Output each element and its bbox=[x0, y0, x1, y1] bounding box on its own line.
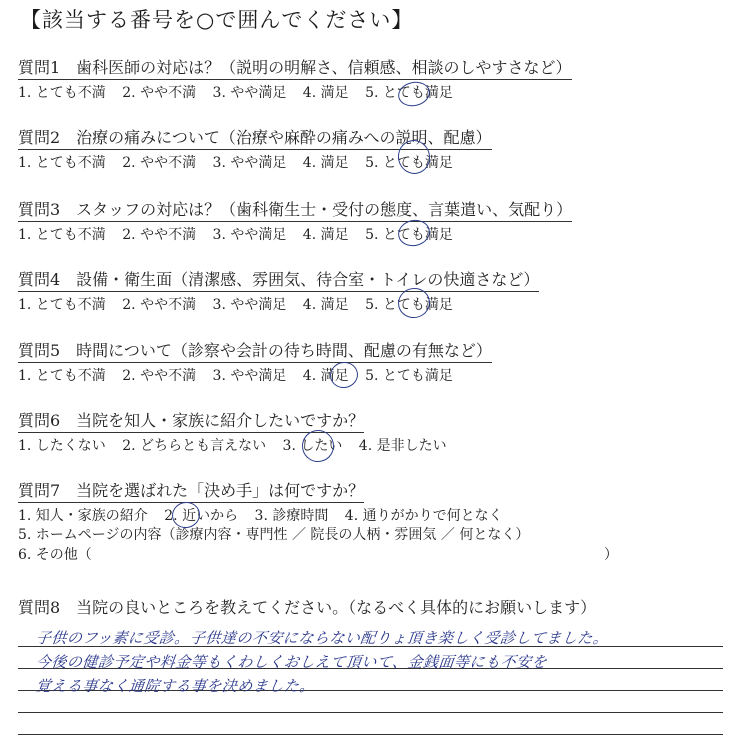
question-1-options bbox=[18, 84, 718, 102]
ruled-line bbox=[18, 713, 723, 735]
option-selected[interactable]: 2. 近いから bbox=[164, 508, 239, 524]
question-8 bbox=[18, 598, 718, 619]
question-2 bbox=[18, 128, 718, 172]
handwritten-answer-line[interactable]: 今後の健診予定や料金等もくわしくおしえて頂いて、金銭面等にも不安を bbox=[35, 653, 549, 671]
question-2-options bbox=[18, 154, 718, 172]
option[interactable]: 4. 通りがかりで何となく bbox=[344, 508, 503, 524]
option[interactable]: 3. やや満足 bbox=[212, 227, 287, 243]
question-3-title: 質問3 スタッフの対応は？（歯科衛生士・受付の態度、言葉遣い、気配り） bbox=[18, 200, 572, 222]
handwritten-answer-line[interactable]: 覚える事なく通院する事を決めました。 bbox=[35, 677, 316, 695]
option[interactable]: 3. 診療時間 bbox=[254, 508, 329, 524]
option[interactable]: 1. とても不満 bbox=[18, 368, 106, 384]
option[interactable]: 1. したくない bbox=[18, 438, 106, 454]
option-selected[interactable]: 4. 満足 bbox=[302, 368, 349, 384]
question-4-title: 質問4 設備・衛生面（清潔感、雰囲気、待合室・トイレの快適さなど） bbox=[18, 270, 539, 292]
option[interactable]: 5. とても満足 bbox=[365, 368, 453, 384]
question-2-title: 質問2 治療の痛みについて（治療や麻酔の痛みへの説明、配慮） bbox=[18, 128, 492, 150]
option[interactable]: 4. 満足 bbox=[302, 155, 349, 171]
option[interactable]: 4. 是非したい bbox=[358, 438, 447, 454]
question-5 bbox=[18, 341, 718, 385]
question-6 bbox=[18, 411, 718, 455]
option[interactable]: 4. 満足 bbox=[302, 227, 349, 243]
option[interactable]: 2. やや不満 bbox=[122, 227, 197, 243]
option[interactable]: 1. とても不満 bbox=[18, 297, 106, 313]
option-selected[interactable]: 3. したい bbox=[282, 438, 343, 454]
question-3-options bbox=[18, 226, 718, 244]
option-other-label: 6. その他（ bbox=[18, 547, 92, 563]
question-3 bbox=[18, 200, 718, 244]
question-1 bbox=[18, 58, 718, 102]
option[interactable]: 3. やや満足 bbox=[212, 85, 287, 101]
question-7-options-row1 bbox=[18, 507, 718, 525]
question-7 bbox=[18, 481, 718, 565]
question-6-title: 質問6 当院を知人・家族に紹介したいですか？ bbox=[18, 411, 364, 433]
question-6-options bbox=[18, 437, 718, 455]
question-1-title: 質問1 歯科医師の対応は？（説明の明解さ、信頼感、相談のしやすさなど） bbox=[18, 58, 572, 80]
option[interactable]: 1. とても不満 bbox=[18, 155, 106, 171]
option[interactable]: 1. とても不満 bbox=[18, 85, 106, 101]
option[interactable]: 1. 知人・家族の紹介 bbox=[18, 508, 148, 524]
question-5-options bbox=[18, 367, 718, 385]
option[interactable]: 2. どちらとも言えない bbox=[122, 438, 267, 454]
question-7-option-5[interactable]: 5. ホームページの内容（診療内容・専門性 ／ 院長の人柄・雰囲気 ／ 何となく） bbox=[18, 527, 530, 543]
option[interactable]: 3. やや満足 bbox=[212, 368, 287, 384]
option-selected[interactable]: 5. とても満足 bbox=[365, 297, 453, 313]
question-5-title: 質問5 時間について（診察や会計の待ち時間、配慮の有無など） bbox=[18, 341, 492, 363]
question-7-option-6[interactable] bbox=[18, 545, 718, 565]
option[interactable]: 3. やや満足 bbox=[212, 297, 287, 313]
option[interactable]: 4. 満足 bbox=[302, 85, 349, 101]
question-4-options bbox=[18, 296, 718, 314]
option-selected[interactable]: 5. とても満足 bbox=[365, 85, 453, 101]
question-4 bbox=[18, 270, 718, 314]
option-selected[interactable]: 5. とても満足 bbox=[365, 155, 453, 171]
option-other-close: ） bbox=[604, 547, 618, 563]
option[interactable]: 2. やや不満 bbox=[122, 368, 197, 384]
question-8-title: 質問8 当院の良いところを教えてください。（なるべく具体的にお願いします） bbox=[18, 598, 597, 617]
option[interactable]: 1. とても不満 bbox=[18, 227, 106, 243]
option[interactable]: 2. やや不満 bbox=[122, 155, 197, 171]
page-title: 【該当する番号を○で囲んでください】 bbox=[20, 8, 414, 32]
option[interactable]: 3. やや満足 bbox=[212, 155, 287, 171]
option[interactable]: 2. やや不満 bbox=[122, 297, 197, 313]
option[interactable]: 2. やや不満 bbox=[122, 85, 197, 101]
handwritten-answer-line[interactable]: 子供のフッ素に受診。子供達の不安にならない配りょ頂き楽しく受診してました。 bbox=[35, 629, 610, 647]
option-selected[interactable]: 5. とても満足 bbox=[365, 227, 453, 243]
question-7-title: 質問7 当院を選ばれた「決め手」は何ですか？ bbox=[18, 481, 364, 503]
option[interactable]: 4. 満足 bbox=[302, 297, 349, 313]
